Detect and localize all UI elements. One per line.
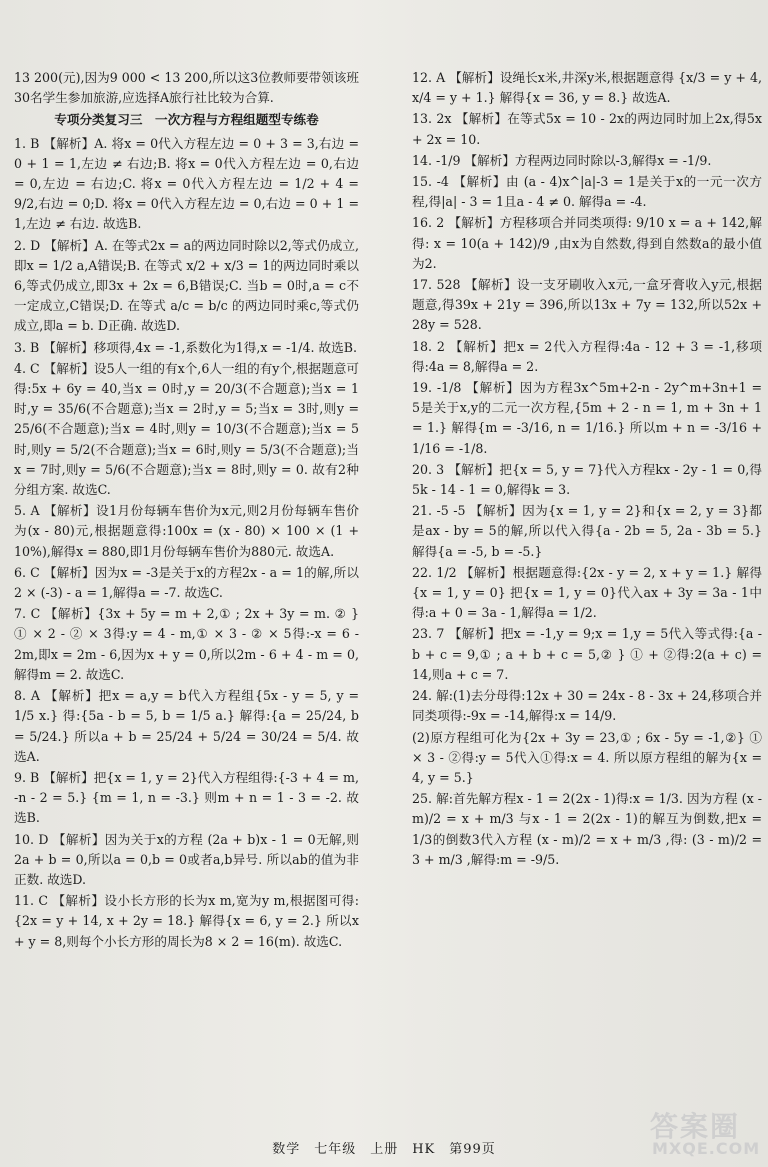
section-heading: 专项分类复习三 一次方程与方程组题型专练卷: [54, 112, 319, 128]
answer-paragraph: 21. -5 -5 【解析】因为{x = 1, y = 2}和{x = 2, y = 3}都是ax - by = 5的解,所以代入得{a - 2b = 5, 2a - 3b = 5.} 解得{a = -5, b = -5.}: [412, 503, 762, 559]
answer-paragraph: 14. -1/9 【解析】方程两边同时除以-3,解得x = -1/9.: [412, 152, 712, 168]
answer-paragraph: 1. B 【解析】A. 将x = 0代入方程左边 = 0 + 3 = 3,右边 = 0 + 1 = 1,左边 ≠ 右边;B. 将x = 0代入方程左边 = 0,右边 = 0,左边 = 右边;C. 将x = 0代入方程左边 = 1/2 + 4 = 9/2,右边 = 0;D. 将x = 0代入方程左边 = 0,右边 = 0 + 1 = 1,左边 ≠ 右边. 故选B.: [14, 135, 359, 232]
answer-paragraph: 3. B 【解析】移项得,4x = -1,系数化为1得,x = -1/4. 故选B.: [14, 339, 358, 355]
answer-paragraph: 4. C 【解析】设5人一组的有x个,6人一组的有y个,根据题意可得:5x + 6y = 40,当x = 0时,y = 20/3(不合题意);当x = 1时,y = 35/6(不合题意);当x = 2时,y = 5;当x = 3时,则y = 25/6(不合题意);当x = 4时,则y = 10/3(不合题意);当x = 5时,则y = 5/2(不合题意);当x = 6时,则y = 5/3(不合题意);当x = 7时,则y = 5/6(不合题意);当x = 8时,则y = 0. 故有2种分组方案. 故选C.: [14, 360, 359, 498]
answer-paragraph: 24. 解:(1)去分母得:12x + 30 = 24x - 8 - 3x + 24,移项合并同类项得:-9x = -14,解得:x = 14/9.: [412, 688, 762, 724]
answer-paragraph: 8. A 【解析】把x = a,y = b代入方程组{5x - y = 5, y = 1/5 x.} 得:{5a - b = 5, b = 1/5 a.} 解得:{a = 25/24, b = 5/24.} 所以a + b = 25/24 + 5/24 = 30/24 = 5/4. 故选A.: [14, 688, 359, 764]
answer-paragraph: 6. C 【解析】因为x = -3是关于x的方程2x - a = 1的解,所以2 × (-3) - a = 1,解得a = -7. 故选C.: [14, 564, 359, 601]
page-footer: 数学 七年级 上册 HK 第99页: [272, 1142, 496, 1157]
answer-paragraph: 5. A 【解析】设1月份每辆车售价为x元,则2月份每辆车售价为(x - 80)元,根据题意得:100x = (x - 80) × 100 × (1 + 10%),解得x = 880,即1月份每辆车售价为880元. 故选A.: [14, 503, 359, 559]
answer-paragraph: 10. D 【解析】因为关于x的方程 (2a + b)x - 1 = 0无解,则2a + b = 0,所以a = 0,b = 0或者a,b异号. 所以ab的值为非正数. 故选D.: [14, 831, 359, 887]
left-column: [14, 68, 359, 953]
answer-paragraph: 16. 2 【解析】方程移项合并同类项得: 9/10 x = a + 142,解得: x = 10(a + 142)/9 ,由x为自然数,得到自然数a的最小值为2.: [412, 215, 762, 271]
answer-paragraph: 18. 2 【解析】把x = 2代入方程得:4a - 12 + 3 = -1,移项得:4a = 8,解得a = 2.: [412, 338, 762, 374]
answer-paragraph: (2)原方程组可化为{2x + 3y = 23,① ; 6x - 5y = -1,②} ① × 3 - ②得:y = 5代入①得:x = 4. 所以原方程组的解为{x = 4, y = 5.}: [412, 729, 762, 785]
answer-paragraph: 22. 1/2 【解析】根据题意得:{2x - y = 2, x + y = 1.} 解得{x = 1, y = 0} 把{x = 1, y = 0}代入ax + 3y = 3a - 1中得:a + 0 = 3a - 1,解得a = 1/2.: [412, 564, 762, 621]
answer-paragraph: 13 200(元),因为9 000 < 13 200,所以这3位教师要带领该班30名学生参加旅游,应选择A旅行社比较为合算.: [14, 70, 359, 106]
answer-paragraph: 11. C 【解析】设小长方形的长为x m,宽为y m,根据图可得:{2x = y + 14, x + 2y = 18.} 解得{x = 6, y = 2.} 所以x + y = 8,则每个小长方形的周长为8 × 2 = 16(m). 故选C.: [14, 893, 359, 949]
watermark-logo: [644, 1109, 762, 1161]
right-column: [412, 68, 762, 871]
answer-paragraph: 19. -1/8 【解析】因为方程3x^5m+2-n - 2y^m+3n+1 = 5是关于x,y的二元一次方程,{5m + 2 - n = 1, m + 3n + 1 = 1.} 解得{m = -3/16, n = 1/16.} 所以m + n = -3/16 + 1/16 = -1/8.: [412, 380, 762, 456]
answer-paragraph: 12. A 【解析】设绳长x米,井深y米,根据题意得 {x/3 = y + 4, x/4 = y + 1.} 解得{x = 36, y = 8.} 故选A.: [412, 70, 762, 106]
answer-paragraph: 20. 3 【解析】把{x = 5, y = 7}代入方程kx - 2y - 1 = 0,得5k - 14 - 1 = 0,解得k = 3.: [412, 461, 762, 498]
answer-paragraph: 17. 528 【解析】设一支牙刷收入x元,一盒牙膏收入y元,根据题意,得39x + 21y = 396,所以13x + 7y = 132,所以52x + 28y = 528.: [412, 277, 762, 333]
answer-paragraph: 23. 7 【解析】把x = -1,y = 9;x = 1,y = 5代入等式得:{a - b + c = 9,① ; a + b + c = 5,② } ① + ②得:2(a + c) = 14,则a + c = 7.: [412, 626, 762, 682]
answer-paragraph: 25. 解:首先解方程x - 1 = 2(2x - 1)得:x = 1/3. 因为方程 (x - m)/2 = x + m/3 与x - 1 = 2(2x - 1)的解互为倒数,把x = 1/3的倒数3代入方程 (x - m)/2 = x + m/3 ,得: (3 - m)/2 = 3 + m/3 ,解得:m = -9/5.: [412, 791, 762, 867]
answer-paragraph: 15. -4 【解析】由 (a - 4)x^|a|-3 = 1是关于x的一元一次方程,得|a| - 3 = 1且a - 4 ≠ 0. 解得a = -4.: [412, 174, 762, 210]
answer-paragraph: 2. D 【解析】A. 在等式2x = a的两边同时除以2,等式仍成立,即x = 1/2 a,A错误;B. 在等式 x/2 + x/3 = 1的两边同时乘以6,等式仍成立,即3x + 2x = 6,B错误;C. 当b = 0时,a = c不一定成立,C错误;D. 在等式 a/c = b/c 的两边同时乘c,等式仍成立,即a = b. D正确. 故选D.: [14, 237, 359, 334]
watermark-line2: MXQE.COM: [652, 1139, 761, 1158]
watermark-line1: 答案圈: [650, 1110, 741, 1143]
answer-paragraph: 7. C 【解析】{3x + 5y = m + 2,① ; 2x + 3y = m. ② } ① × 2 - ② × 3得:y = 4 - m,① × 3 - ② × 5得:-x = 6 - 2m,即x = 2m - 6,因为x + y = 0,所以2m - 6 + 4 - m = 0,解得m = 2. 故选C.: [14, 606, 359, 682]
answer-paragraph: 13. 2x 【解析】在等式5x = 10 - 2x的两边同时加上2x,得5x + 2x = 10.: [412, 111, 762, 147]
answer-paragraph: 9. B 【解析】把{x = 1, y = 2}代入方程组得:{-3 + 4 = m, -n - 2 = 5.} {m = 1, n = -3.} 则m + n = 1 - 3 = -2. 故选B.: [14, 769, 359, 826]
